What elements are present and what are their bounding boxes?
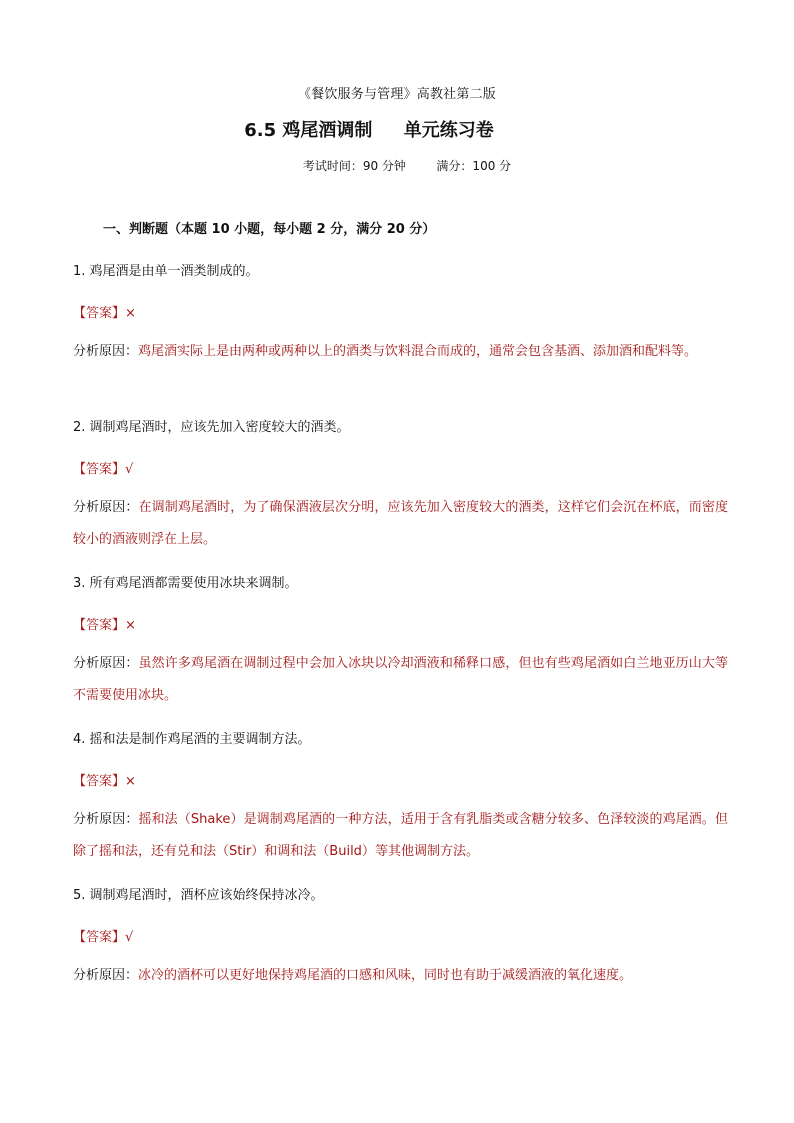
question-1-analysis <box>73 336 728 368</box>
question-1-answer: 【答案】× <box>73 306 136 321</box>
question-2-stem: 2. 调制鸡尾酒时，应该先加入密度较大的酒类。 <box>73 420 350 435</box>
analysis-label: 分析原因： <box>73 812 139 827</box>
analysis-text: 冰冷的酒杯可以更好地保持鸡尾酒的口感和风味，同时也有助于减缓酒液的氧化速度。 <box>138 968 633 983</box>
question-2-answer: 【答案】√ <box>73 462 134 477</box>
question-4-stem: 4. 摇和法是制作鸡尾酒的主要调制方法。 <box>73 732 311 747</box>
question-3-analysis <box>73 648 728 712</box>
analysis-text: 在调制鸡尾酒时，为了确保酒液层次分明，应该先加入密度较大的酒类，这样它们会沉在杯底，而密度较小的酒液则浮在上层。 <box>73 500 728 547</box>
analysis-label: 分析原因： <box>73 344 139 359</box>
question-3-stem: 3. 所有鸡尾酒都需要使用冰块来调制。 <box>73 576 298 591</box>
analysis-text: 摇和法（Shake）是调制鸡尾酒的一种方法，适用于含有乳脂类或含糖分较多、色泽较淡的鸡尾酒。但除了摇和法，还有兑和法（Stir）和调和法（Build）等其他调制方法。 <box>73 812 728 859</box>
analysis-text: 鸡尾酒实际上是由两种或两种以上的酒类与饮料混合而成的，通常会包含基酒、添加酒和配料等。 <box>138 344 698 359</box>
question-4-analysis <box>73 804 728 868</box>
question-5-analysis <box>73 960 728 992</box>
section-heading: 一、判断题（本题 10 小题，每小题 2 分，满分 20 分） <box>103 222 436 237</box>
question-5-stem: 5. 调制鸡尾酒时，酒杯应该始终保持冰冷。 <box>73 888 324 903</box>
analysis-label: 分析原因： <box>73 968 139 983</box>
question-1-stem: 1. 鸡尾酒是由单一酒类制成的。 <box>73 264 259 279</box>
analysis-text: 虽然许多鸡尾酒在调制过程中会加入冰块以冷却酒液和稀释口感，但也有些鸡尾酒如白兰地亚历山大等不需要使用冰块。 <box>73 656 728 703</box>
document-title: 6.5 鸡尾酒调制 单元练习卷 <box>244 120 494 141</box>
question-2-analysis <box>73 492 728 556</box>
analysis-label: 分析原因： <box>73 500 139 515</box>
book-title: 《餐饮服务与管理》高教社第二版 <box>297 87 496 102</box>
question-5-answer: 【答案】√ <box>73 930 134 945</box>
analysis-label: 分析原因： <box>73 656 139 671</box>
question-4-answer: 【答案】× <box>73 774 136 789</box>
exam-info: 考试时间：90 分钟 满分：100 分 <box>302 159 512 173</box>
question-3-answer: 【答案】× <box>73 618 136 633</box>
